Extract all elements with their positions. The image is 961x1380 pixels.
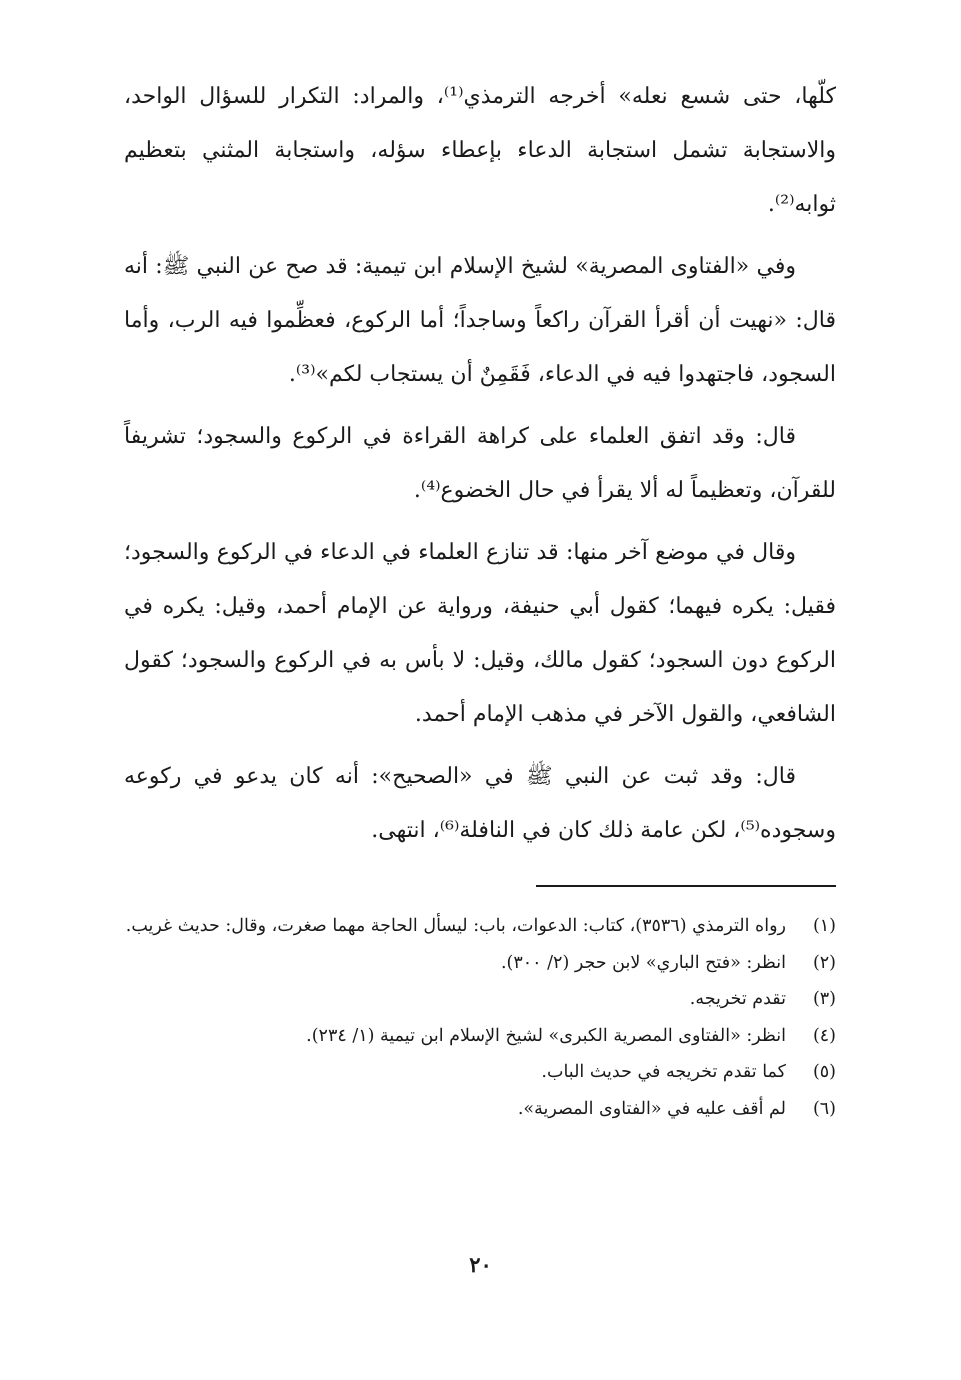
page-number: ٢٠: [469, 1252, 492, 1277]
paragraph-5: قال: وقد ثبت عن النبي ﷺ في «الصحيح»: أنه كان يدعو في ركوعه وسجوده⁽⁵⁾، لكن عامة ذلك كان في النافلة⁽⁶⁾، انتهى.: [124, 764, 836, 843]
footnote-text: كما تقدم تخريجه في حديث الباب.: [541, 1062, 786, 1082]
footnote-text: تقدم تخريجه.: [689, 989, 786, 1009]
paragraph-1: كلّها، حتى شسع نعله» أخرجه الترمذي⁽¹⁾، والمراد: التكرار للسؤال الواحد، والاستجابة تشمل استجابة الدعاء بإعطاء سؤله، واستجابة المثني بتعظيم ثوابه⁽²⁾.: [124, 84, 836, 217]
paragraph-3: قال: وقد اتفق العلماء على كراهة القراءة في الركوع والسجود؛ تشريفاً للقرآن، وتعظيماً له ألا يقرأ في حال الخضوع⁽⁴⁾.: [124, 424, 836, 503]
footnote-6: [124, 1091, 836, 1128]
footnote-number: (٥): [812, 1062, 836, 1082]
footnote-number: (١): [812, 916, 836, 936]
footnote-number: (٢): [812, 952, 836, 973]
paragraph-2: وفي «الفتاوى المصرية» لشيخ الإسلام ابن تيمية: قد صح عن النبي ﷺ: أنه قال: «نهيت أن أقرأ القرآن راكعاً وساجداً؛ أما الركوع، فعظِّموا فيه الرب، وأما السجود، فاجتهدوا فيه في الدعاء، فَقَمِنٌ أن يستجاب لكم»⁽³⁾.: [124, 254, 836, 387]
footnote-1: [124, 908, 836, 945]
footnote-2: [124, 945, 836, 982]
footnote-number: (٦): [812, 1098, 836, 1119]
footnotes: [124, 908, 836, 1127]
footnote-3: [124, 981, 836, 1018]
main-text: [124, 70, 836, 866]
footnote-4: [124, 1018, 836, 1055]
footnote-5: [124, 1054, 836, 1091]
paragraph-4: وقال في موضع آخر منها: قد تنازع العلماء في الدعاء في الركوع والسجود؛ فقيل: يكره فيهما؛ كقول أبي حنيفة، ورواية عن الإمام أحمد، وقيل: يكره في الركوع دون السجود؛ كقول مالك، وقيل: لا بأس به في الركوع والسجود؛ كقول الشافعي، والقول الآخر في مذهب الإمام أحمد.: [124, 540, 836, 727]
footnote-text: رواه الترمذي (٣٥٣٦)، كتاب: الدعوات، باب: ليسأل الحاجة مهما صغرت، وقال: حديث غريب.: [125, 916, 786, 936]
footnote-text: انظر: «الفتاوى المصرية الكبرى» لشيخ الإسلام ابن تيمية (١/ ٢٣٤).: [306, 1025, 786, 1046]
footnote-number: (٤): [812, 1025, 836, 1046]
footnote-text: انظر: «فتح الباري» لابن حجر (٢/ ٣٠٠).: [500, 952, 786, 973]
footnote-number: (٣): [812, 989, 836, 1009]
footnote-text: لم أقف عليه في «الفتاوى المصرية».: [517, 1098, 786, 1119]
footnote-divider: [536, 885, 836, 887]
